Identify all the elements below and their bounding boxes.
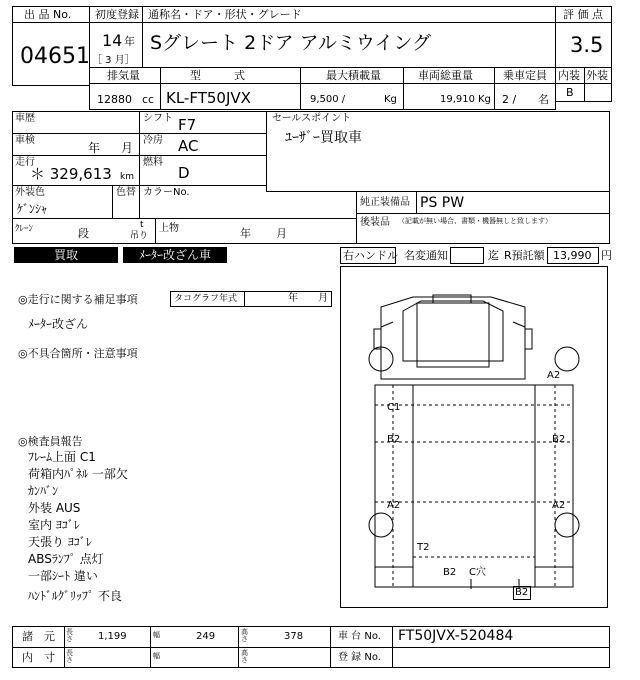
gross-weight-label: 車両総重量 <box>418 69 473 82</box>
length-label-2: 長さ <box>66 649 73 664</box>
crane-stage: 段 <box>78 227 89 240</box>
shift-value: F7 <box>178 116 197 134</box>
tacho-month: 月 <box>318 293 328 304</box>
r-deposit-value: 13,990 <box>553 249 592 262</box>
inspector-line: ABSﾗﾝﾌﾟ 点灯 <box>28 552 104 566</box>
reg-no-label: 登 録 No. <box>338 652 381 663</box>
capacity-unit: 名 <box>538 93 549 106</box>
mileage-label: 走行 <box>15 157 35 168</box>
yen-label: 円 <box>601 249 612 262</box>
deadline-label: 迄 <box>488 249 499 262</box>
chassis-label: 車 台 No. <box>338 631 381 642</box>
supplementary-text: ﾒｰﾀｰ改ざん <box>28 317 89 331</box>
truck-outline <box>341 267 607 607</box>
interior-score: B <box>566 86 574 99</box>
gross-weight-value: 19,910 <box>440 94 475 105</box>
aftermarket-label: 後装品 <box>360 217 390 228</box>
mark-b2-right: B2 <box>552 434 566 445</box>
tampered-meter-tag: ﾒｰﾀｰ改ざん車 <box>123 247 227 263</box>
width-label-2: 幅 <box>153 652 160 660</box>
tacho-label: タコグラフ年式 <box>174 294 238 304</box>
model-value: KL-FT50JVX <box>166 89 251 107</box>
mount-month: 月 <box>276 227 287 240</box>
fuel-label: 燃料 <box>143 157 163 168</box>
interior-dims-label: 内 寸 <box>22 651 55 664</box>
crane-hang: 吊り <box>130 231 149 241</box>
capacity-label: 乗車定員 <box>503 69 547 82</box>
height-label: 高さ <box>241 628 248 643</box>
first-reg-label: 初度登録 <box>95 8 139 21</box>
inspector-line: 天張り ﾖｺﾞﾚ <box>28 535 92 549</box>
max-load-unit: Kg <box>384 94 397 105</box>
lot-number: 04651 <box>20 44 90 69</box>
mileage-unit: km <box>120 172 134 182</box>
equipment-label: 純正装備品 <box>360 197 410 208</box>
score-label-text: 評 価 点 <box>563 8 603 21</box>
lot-label: 出 品 No. <box>24 8 72 21</box>
mount-year: 年 <box>240 227 251 240</box>
mark-a2-right-bottom: A2 <box>552 500 566 511</box>
inspector-line: 荷箱内ﾊﾟﾈﾙ 一部欠 <box>28 467 128 481</box>
mileage-value: ＊ 329,613 <box>30 165 112 183</box>
exterior-label: 外装 <box>586 69 608 82</box>
name-change-box <box>450 247 484 264</box>
sales-point-label: セールスポイント <box>272 113 352 124</box>
mark-t2: T2 <box>417 542 430 553</box>
inspector-line: 外装 AUS <box>28 501 81 515</box>
mark-b2-left: B2 <box>387 434 401 445</box>
reg-year: 14 <box>102 31 123 50</box>
crane-t: t <box>140 220 144 230</box>
fuel-value: D <box>178 164 190 182</box>
name-change-label: 名変通知 <box>404 249 448 262</box>
r-deposit-label: R預託額 <box>504 249 545 262</box>
inspector-line: 一部ｼｰﾄ 違い <box>28 569 98 583</box>
defects-label: ◎不具合箇所・注意事項 <box>18 347 138 360</box>
mark-a2-right-top: A2 <box>547 370 561 381</box>
inspection-month: 月 <box>121 141 134 155</box>
mark-b2-rear: B2 <box>443 567 457 578</box>
reg-year-unit: 年 <box>124 35 135 48</box>
max-load-label: 最大積載量 <box>326 69 381 82</box>
width-label: 幅 <box>153 631 160 639</box>
capacity-value: 2 / <box>502 93 517 106</box>
aftermarket-note: （記載が無い場合、書類・機器無しと致します） <box>398 217 552 225</box>
color-label: 外装色 <box>15 187 45 198</box>
reg-month: ［ 3 月］ <box>92 55 135 66</box>
height-value: 378 <box>284 631 304 642</box>
inspector-line: ﾊﾝﾄﾞﾙｸﾞﾘｯﾌﾟ 不良 <box>28 589 122 603</box>
length-value: 1,199 <box>98 631 127 642</box>
sales-point-text: ﾕｰｻﾞｰ買取車 <box>285 130 362 146</box>
model-label: 型 式 <box>190 69 245 82</box>
inspector-line: 室内 ﾖｺﾞﾚ <box>28 518 80 532</box>
max-load-value: 9,500 / <box>310 94 346 105</box>
supplementary-label: ◎走行に関する補足事項 <box>18 293 138 306</box>
width-value: 249 <box>196 631 216 642</box>
mark-c1: C1 <box>387 402 401 413</box>
equipment-value: PS PW <box>420 195 465 211</box>
inspection-label: 車検 <box>15 135 35 146</box>
displacement-unit: cc <box>142 93 155 106</box>
mark-c-hole: C穴 <box>469 567 486 578</box>
truck-diagram <box>340 266 608 608</box>
ac-label: 冷房 <box>143 135 163 146</box>
color-no-label: カラーNo. <box>143 187 190 198</box>
purchase-tag: 買取 <box>14 247 118 263</box>
shift-label: シフト <box>143 113 173 124</box>
score-value: 3.5 <box>570 33 604 57</box>
inspection-year: 年 <box>88 141 101 155</box>
displacement-label: 排気量 <box>107 69 140 82</box>
chassis-value: FT50JVX-520484 <box>398 628 514 644</box>
dims-label: 諸 元 <box>22 630 55 643</box>
interior-label: 内装 <box>558 69 580 82</box>
rhd-label: 右ハンドル <box>343 249 398 262</box>
inspector-label: ◎検査員報告 <box>18 435 83 448</box>
crane-label: ｸﾚｰﾝ <box>15 224 34 234</box>
tacho-year: 年 <box>288 293 298 304</box>
gross-weight-unit: Kg <box>478 94 491 105</box>
mark-b2-box-text: B2 <box>515 587 529 598</box>
vehicle-title: Sグレート 2ドア アルミウイング <box>150 32 431 54</box>
mark-a2-left: A2 <box>387 500 401 511</box>
history-label: 車歴 <box>15 113 35 124</box>
color-value: ｹﾞﾝｼｬ <box>17 202 48 216</box>
length-label: 長さ <box>66 628 73 643</box>
height-label-2: 高さ <box>241 649 248 664</box>
ac-value: AC <box>178 137 199 155</box>
inspector-line: ｶﾝﾊﾞﾝ <box>28 484 59 498</box>
name-grade-label: 通称名・ドア・形状・グレード <box>148 8 302 21</box>
inspector-line: ﾌﾚｰﾑ上面 C1 <box>28 450 96 464</box>
displacement-value: 12880 <box>97 93 132 106</box>
color-change-label: 色替 <box>116 187 136 198</box>
mount-label: 上物 <box>159 223 179 234</box>
